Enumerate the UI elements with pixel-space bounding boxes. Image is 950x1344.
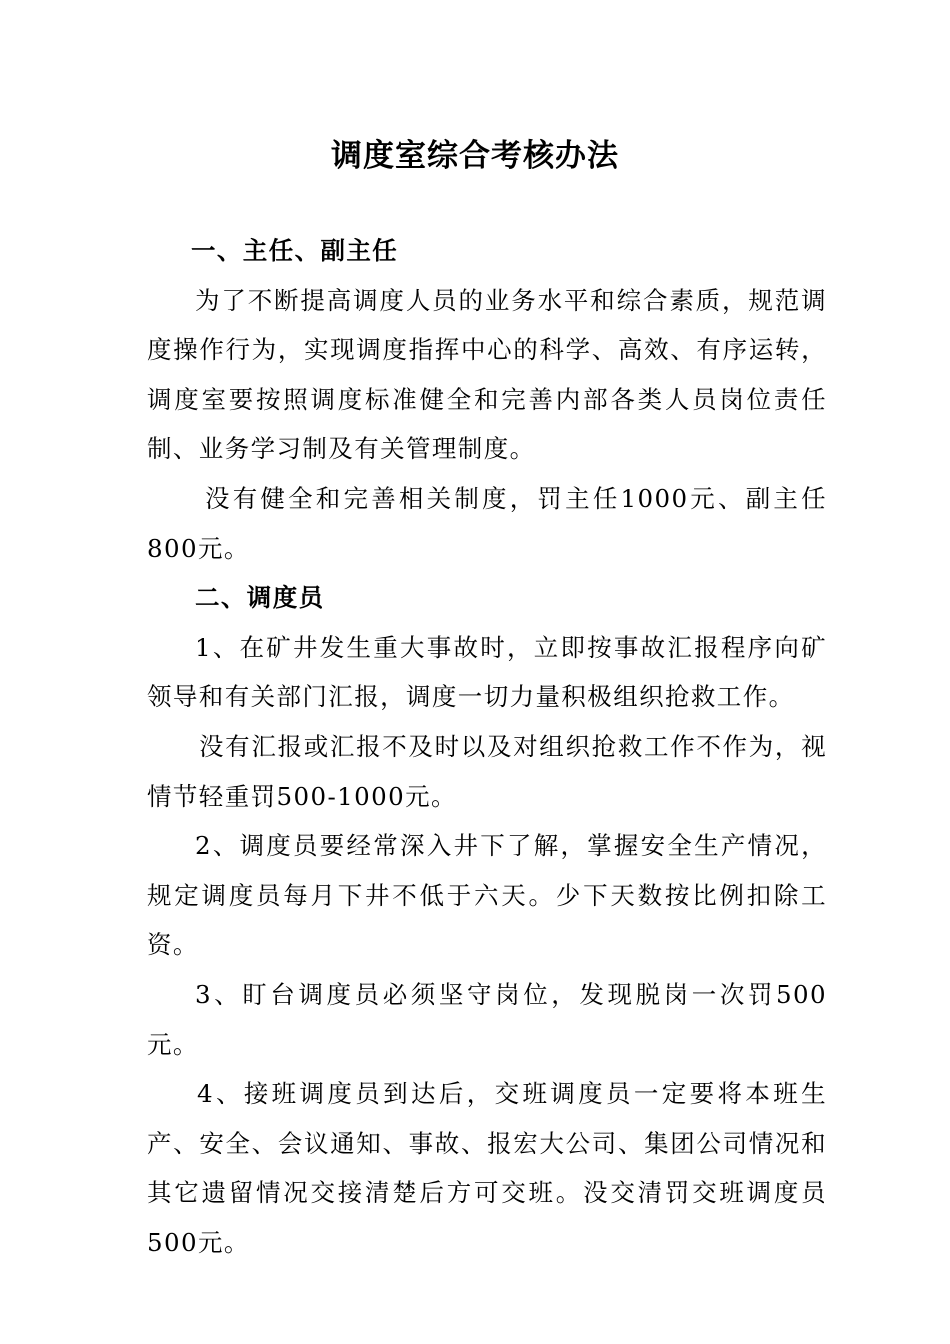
paragraph: 没有汇报或汇报不及时以及对组织抢救工作不作为，视情节轻重罚500-1000元。 <box>147 731 827 811</box>
paragraph: 1、在矿井发生重大事故时，立即按事故汇报程序向矿领导和有关部门汇报，调度一切力量积极组织抢救工作。 <box>147 632 827 712</box>
paragraph: 2、调度员要经常深入井下了解，掌握安全生产情况，规定调度员每月下井不低于六天。少下天数按比例扣除工资。 <box>147 831 827 960</box>
section-heading-director: 一、主任、副主任 <box>191 236 399 265</box>
paragraph: 4、接班调度员到达后，交班调度员一定要将本班生产、安全、会议通知、事故、报宏大公司、集团公司情况和其它遗留情况交接清楚后方可交班。没交清罚交班调度员500元。 <box>147 1079 827 1257</box>
document-body <box>147 226 827 1267</box>
paragraph: 为了不断提高调度人员的业务水平和综合素质，规范调度操作行为，实现调度指挥中心的科学、高效、有序运转，调度室要按照调度标准健全和完善内部各类人员岗位责任制、业务学习制及有关管理制度。 <box>147 285 827 464</box>
document-title: 调度室综合考核办法 <box>331 138 619 174</box>
paragraph: 3、盯台调度员必须坚守岗位，发现脱岗一次罚500元。 <box>147 979 827 1059</box>
paragraph: 没有健全和完善相关制度，罚主任1000元、副主任800元。 <box>147 483 827 563</box>
section-heading-dispatcher: 二、调度员 <box>195 583 325 613</box>
